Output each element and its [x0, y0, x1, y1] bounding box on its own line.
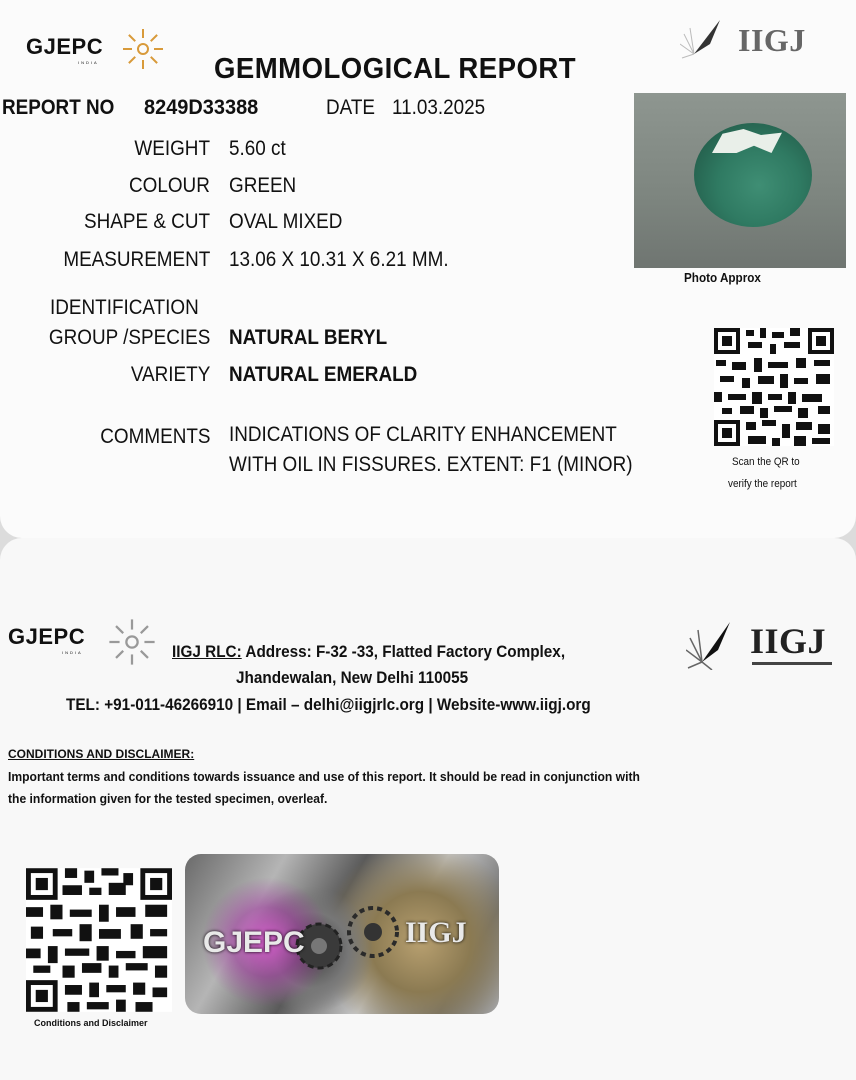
report-no-label: REPORT NO: [2, 96, 115, 119]
gjepc-sunburst-icon: [120, 26, 166, 72]
address-line-2: Jhandewalan, New Delhi 110055: [236, 668, 469, 687]
iigj-logo-text: IIGJ: [738, 22, 806, 58]
qr-caption-line-1: Scan the QR to: [732, 456, 800, 468]
iigj-emblem-icon: [680, 14, 732, 60]
back-gjepc-logo-text: GJEPC: [8, 624, 86, 649]
hologram-security-seal: [185, 854, 499, 1014]
report-title: GEMMOLOGICAL REPORT: [214, 53, 577, 85]
contact-line: TEL: +91-011-46266910 | Email – delhi@iigjrlc.org | Website-www.iigj.org: [66, 695, 591, 714]
comments-label: COMMENTS: [99, 425, 210, 448]
conditions-line-1: Important terms and conditions towards issuance and use of this report. It should be read in conjunction with: [8, 770, 640, 784]
measurement-value: 13.06 X 10.31 X 6.21 MM.: [229, 248, 449, 271]
conditions-qr-code-icon[interactable]: [26, 868, 172, 1012]
address-line-1: Address: F-32 -33, Flatted Factory Complex,: [241, 642, 566, 661]
variety-label: VARIETY: [130, 363, 210, 386]
back-iigj-logo-text: IIGJ: [750, 621, 827, 661]
comments-line-1: INDICATIONS OF CLARITY ENHANCEMENT: [229, 423, 617, 446]
hologram-gear-2-icon: [343, 902, 403, 962]
identification-label: IDENTIFICATION: [50, 296, 199, 319]
address-line-1-row: [172, 642, 565, 662]
hologram-gjepc-text: GJEPC: [203, 926, 305, 959]
back-gjepc-sunburst-icon: [106, 616, 158, 668]
gjepc-logo: [26, 34, 103, 65]
shape-cut-label: SHAPE & CUT: [83, 210, 210, 233]
photo-caption: Photo Approx: [684, 270, 761, 285]
gjepc-logo-text: GJEPC: [26, 34, 104, 59]
gemstone-photo: [634, 93, 846, 268]
emerald-gem-image: [694, 123, 812, 227]
back-iigj-emblem-icon: [686, 614, 744, 670]
conditions-line-2: the information given for the tested specimen, overleaf.: [8, 792, 328, 806]
iigj-logo-underline: [752, 662, 832, 665]
report-front-card: [0, 0, 856, 538]
group-species-label: GROUP /SPECIES: [48, 326, 210, 349]
weight-value: 5.60 ct: [229, 137, 286, 160]
verification-qr-code-icon[interactable]: [714, 328, 834, 446]
gem-facet-highlight: [712, 129, 782, 153]
weight-label: WEIGHT: [134, 137, 210, 160]
address-label: IIGJ RLC:: [172, 642, 242, 661]
conditions-heading: CONDITIONS AND DISCLAIMER:: [8, 747, 195, 761]
colour-value: GREEN: [229, 174, 297, 197]
gjepc-logo-sub: INDIA: [78, 60, 99, 65]
back-gjepc-logo: [8, 624, 85, 655]
qr-caption-line-2: verify the report: [728, 478, 797, 490]
shape-cut-value: OVAL MIXED: [229, 210, 343, 233]
date-value: 11.03.2025: [392, 96, 486, 119]
date-label: DATE: [326, 96, 376, 119]
hologram-iigj-text: IIGJ: [405, 916, 467, 949]
report-back-card: [0, 538, 856, 1080]
group-species-value: NATURAL BERYL: [229, 326, 388, 349]
measurement-label: MEASUREMENT: [62, 248, 210, 271]
report-no-value: 8249D33388: [144, 96, 259, 119]
colour-label: COLOUR: [129, 174, 210, 197]
variety-value: NATURAL EMERALD: [229, 363, 418, 386]
conditions-qr-caption: Conditions and Disclaimer: [34, 1018, 148, 1028]
comments-line-2: WITH OIL IN FISSURES. EXTENT: F1 (MINOR): [229, 453, 633, 476]
back-gjepc-logo-sub: INDIA: [62, 650, 83, 655]
